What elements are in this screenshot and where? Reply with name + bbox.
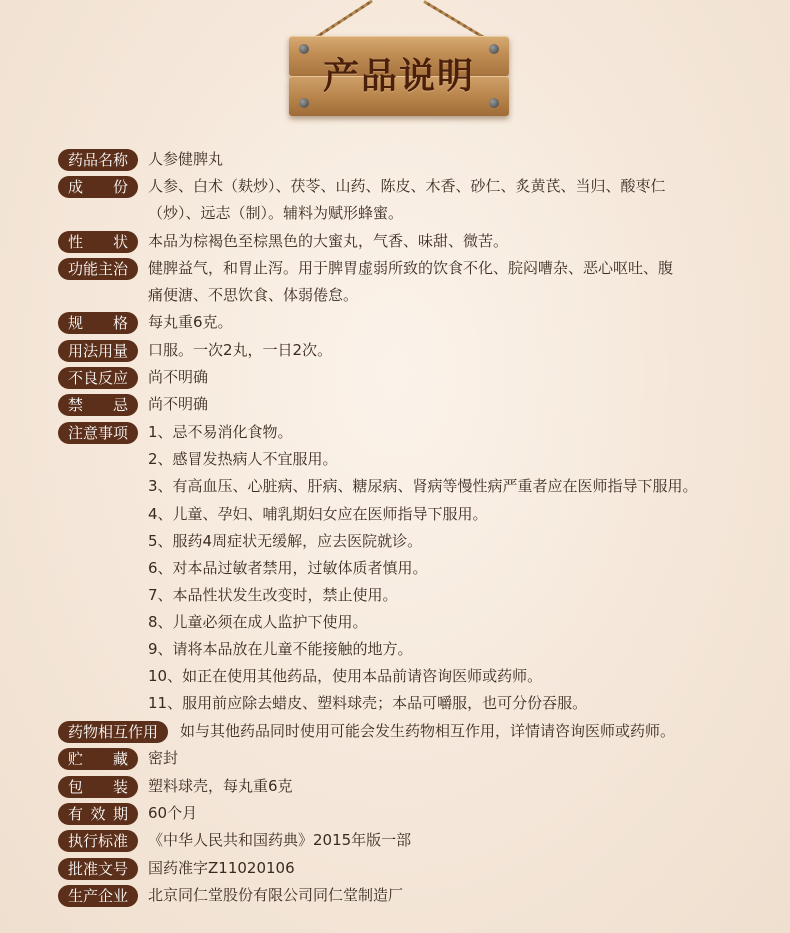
indications-line-1: 健脾益气，和胃止泻。用于脾胃虚弱所致的饮食不化、脘闷嘈杂、恶心呕吐、腹 [148, 259, 674, 277]
field-indications [58, 258, 138, 280]
ingredients-line-1: 人参、白术（麸炒）、茯苓、山药、陈皮、木香、砂仁、炙黄芪、当归、酸枣仁 [148, 177, 666, 195]
page-title: 产品说明 [322, 55, 475, 97]
approval-value: 国药准字Z11020106 [148, 859, 295, 877]
field-validity [58, 803, 138, 825]
field-drug-name [58, 149, 138, 171]
precaution-item: 7、本品性状发生改变时，禁止使用。 [148, 586, 398, 604]
field-interactions [58, 721, 168, 743]
field-storage [58, 748, 138, 770]
field-standard [58, 830, 138, 852]
precaution-item: 8、儿童必须在成人监护下使用。 [148, 613, 368, 631]
field-approval-number [58, 858, 138, 880]
field-label: 生产企业 [58, 885, 138, 907]
packaging-value: 塑料球壳，每丸重6克 [148, 777, 293, 795]
field-label: 药品名称 [58, 149, 138, 171]
precaution-item: 2、感冒发热病人不宜服用。 [148, 450, 338, 468]
field-label: 药物相互作用 [58, 721, 168, 743]
field-label: 性 状 [58, 231, 138, 253]
field-label: 禁 忌 [58, 394, 138, 416]
field-label: 包 装 [58, 776, 138, 798]
field-packaging [58, 776, 138, 798]
manufacturer-value: 北京同仁堂股份有限公司同仁堂制造厂 [148, 886, 404, 904]
adverse-value: 尚不明确 [148, 368, 209, 386]
field-precautions [58, 422, 138, 444]
specification-value: 每丸重6克。 [148, 313, 233, 331]
precaution-item: 9、请将本品放在儿童不能接触的地方。 [148, 640, 413, 658]
precaution-item: 11、服用前应除去蜡皮、塑料球壳；本品可嚼服，也可分份吞服。 [148, 694, 588, 712]
precaution-item: 6、对本品过敏者禁用，过敏体质者慎用。 [148, 559, 428, 577]
field-manufacturer [58, 885, 138, 907]
field-label: 贮 藏 [58, 748, 138, 770]
indications-line-2: 痛便溏、不思饮食、体弱倦怠。 [148, 286, 359, 304]
validity-value: 60个月 [148, 804, 198, 822]
field-label: 规 格 [58, 312, 138, 334]
storage-value: 密封 [148, 749, 179, 767]
field-appearance [58, 231, 138, 253]
field-specification [58, 312, 138, 334]
drug-name-value: 人参健脾丸 [148, 150, 224, 168]
precaution-item: 10、如正在使用其他药品，使用本品前请咨询医师或药师。 [148, 667, 543, 685]
field-label: 不良反应 [58, 367, 138, 389]
field-label: 用法用量 [58, 340, 138, 362]
dosage-value: 口服。一次2丸，一日2次。 [148, 341, 333, 359]
ingredients-line-2: （炒）、远志（制）。辅料为赋形蜂蜜。 [148, 204, 404, 222]
precaution-item: 3、有高血压、心脏病、肝病、糖尿病、肾病等慢性病严重者应在医师指导下服用。 [148, 477, 698, 495]
field-label: 注意事项 [58, 422, 138, 444]
field-label: 有 效 期 [58, 803, 138, 825]
standard-value: 《中华人民共和国药典》2015年版一部 [148, 831, 412, 849]
precaution-item: 5、服药4周症状无缓解，应去医院就诊。 [148, 532, 423, 550]
contraindications-value: 尚不明确 [148, 395, 209, 413]
precaution-item: 1、忌不易消化食物。 [148, 423, 293, 441]
field-adverse-reactions [58, 367, 138, 389]
precaution-item: 4、儿童、孕妇、哺乳期妇女应在医师指导下服用。 [148, 505, 488, 523]
interactions-value: 如与其他药品同时使用可能会发生药物相互作用，详情请咨询医师或药师。 [180, 722, 676, 740]
field-ingredients [58, 176, 138, 198]
field-label: 执行标准 [58, 830, 138, 852]
title-sign [289, 36, 509, 116]
field-dosage [58, 340, 138, 362]
appearance-value: 本品为棕褐色至棕黑色的大蜜丸，气香、味甜、微苦。 [148, 232, 509, 250]
field-contraindications [58, 394, 138, 416]
field-label: 批准文号 [58, 858, 138, 880]
field-label: 功能主治 [58, 258, 138, 280]
field-label: 成 份 [58, 176, 138, 198]
